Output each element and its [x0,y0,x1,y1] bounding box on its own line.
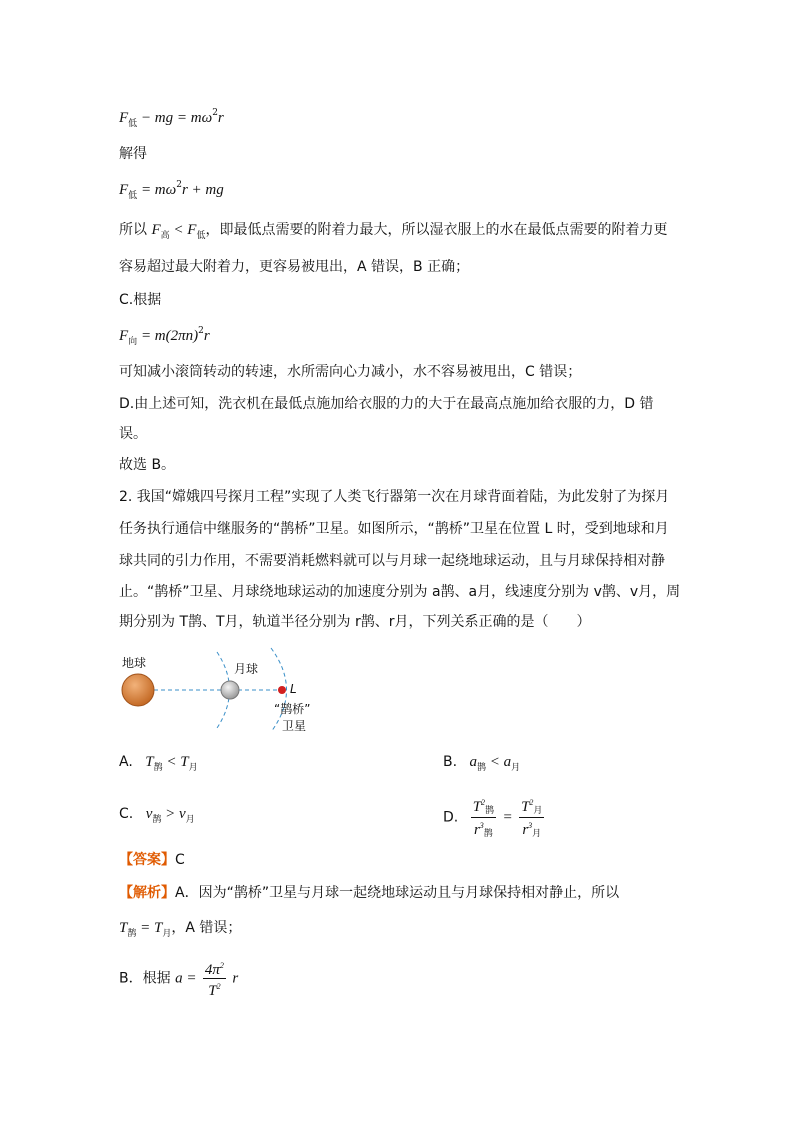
accel-formula-a: a = [175,970,197,987]
force-low: F [187,222,197,238]
equation-middle: = mω [137,182,177,198]
satellite-label-2: 卫星 [282,719,307,733]
subscript: 低 [128,191,138,201]
q2-line-4: 止。“鹊桥”卫星、月球绕地球运动的加速度分别为 a鹊、a月，线速度分别为 v鹊、v月，周 [119,584,681,600]
paragraph-comparison [119,220,667,242]
equation-force-low-solved [119,180,224,202]
analysis-b-prefix: B．根据 [119,970,171,987]
answer-value: C [175,852,185,868]
equation-middle: − mg = mω [137,110,213,126]
option-d-label: D. [443,809,459,826]
option-a-formula: $T_鹊 < T_月$ [145,754,198,773]
equation-middle: = m(2πn) [137,328,199,344]
equals-sign: = [502,809,513,826]
analysis-line-2 [119,918,241,940]
c-label: C.根据 [119,292,162,308]
analysis-line-1 [119,883,619,903]
option-c[interactable] [119,804,195,826]
force-symbol: F [119,110,129,126]
solve-label: 解得 [119,146,147,162]
option-c-label: C. [119,806,134,822]
equation-centripetal [119,326,210,348]
orbit-figure [114,640,354,740]
q2-line-2: 任务执行通信中继服务的“鹊桥”卫星。如图所示，“鹊桥”卫星在位置 L 时，受到地球和月 [119,521,669,537]
subscript: 低 [196,231,206,241]
option-b-formula: $a_鹊 < a_月$ [469,754,521,773]
superscript: 2 [198,326,204,336]
option-d-fraction-left: $\frac{T^2鹊}{r^3鹊}$ [471,795,496,840]
answer-line [119,850,185,870]
answer-bracket: 【答案】 [119,852,175,868]
equation-rhs: r [203,328,210,344]
option-a[interactable] [119,752,198,774]
subscript: 向 [128,337,138,347]
superscript: 2 [176,180,182,190]
point-label: L [290,682,297,696]
period-equation: $T_鹊 = T_月$ [119,920,172,939]
subscript: 低 [128,119,138,129]
d-text-2: 误。 [119,426,147,442]
accel-fraction: $\frac{4\pi^2}{T^2}$ [203,958,226,999]
analysis-bracket: 【解析】 [119,885,175,901]
analysis-text-2: ，A 错误； [171,920,242,936]
option-a-label: A. [119,754,133,770]
earth-label: 地球 [122,656,147,670]
option-d-fraction-right: $\frac{T^2月}{r^3月}$ [519,795,544,840]
less-than: < [169,222,188,238]
satellite-dot [278,686,286,694]
accel-formula-r: r [232,970,239,987]
equation-force-low [119,108,224,130]
q2-line-5: 期分别为 T鹊、T月，轨道半径分别为 r鹊、r月，下列关系正确的是（ ） [119,614,591,630]
subscript: 高 [160,231,170,241]
force-high: F [151,222,161,238]
option-b[interactable] [443,752,520,774]
text-body: ，即最低点需要的附着力最大，所以湿衣服上的水在最低点需要的附着力更 [205,222,668,238]
analysis-text-1: A．因为“鹊桥”卫星与月球一起绕地球运动且与月球保持相对静止，所以 [175,885,620,901]
equation-rhs: r [217,110,224,126]
satellite-label-1: “鹊桥” [274,702,311,716]
conclusion: 故选 B。 [119,457,176,473]
option-c-formula: $v_鹊 > v_月$ [145,806,195,825]
q2-line-1: 2. 我国“嫦娥四号探月工程”实现了人类飞行器第一次在月球背面着陆，为此发射了为探月 [119,489,670,505]
force-symbol: F [119,328,129,344]
force-symbol: F [119,182,129,198]
q2-line-3: 球共同的引力作用，不需要消耗燃料就可以与月球一起绕地球运动，且与月球保持相对静 [119,553,665,569]
earth-circle [122,674,154,706]
moon-circle [221,681,239,699]
analysis-line-3 [119,958,238,999]
moon-label: 月球 [234,662,259,676]
option-b-label: B. [443,754,458,770]
equation-rhs: r + mg [181,182,224,198]
d-text-1: D.由上述可知，洗衣机在最低点施加给衣服的力的大于在最高点施加给衣服的力，D 错 [119,396,654,412]
c-text: 可知减小滚筒转动的转速，水所需向心力减小，水不容易被甩出，C 错误； [119,364,582,380]
text-prefix: 所以 [119,222,147,238]
option-d[interactable] [443,795,546,840]
paragraph-comparison-line2: 容易超过最大附着力，更容易被甩出，A 错误，B 正确； [119,259,470,275]
superscript: 2 [212,108,218,118]
